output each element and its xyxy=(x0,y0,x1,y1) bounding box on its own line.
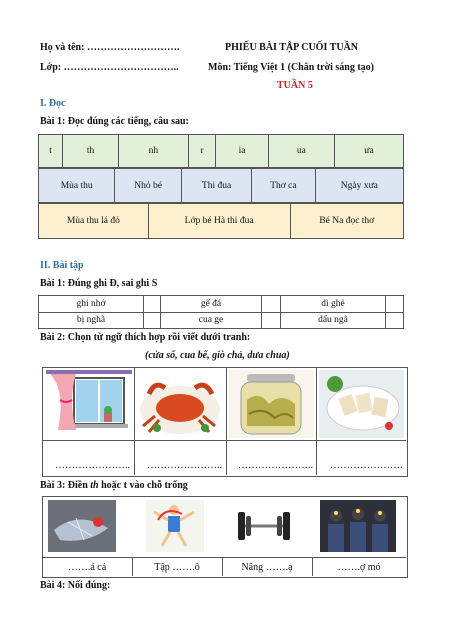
syllable-cell: t xyxy=(39,135,63,168)
exercise2-title: Bài 2: Chọn từ ngữ thích hợp rồi viết dưới tranh: xyxy=(40,332,251,343)
barbell-picture xyxy=(232,500,296,552)
window-picture xyxy=(46,370,132,438)
fill-in-cell[interactable]: …….á cá xyxy=(67,562,107,573)
reading-syllables-row xyxy=(38,134,404,168)
answer-blank[interactable]: ………………….. xyxy=(238,460,313,471)
word-cell: Thơ ca xyxy=(252,169,316,203)
grid-divider xyxy=(42,440,406,441)
grid-divider xyxy=(42,557,406,558)
exercise1-title: Bài 1: Đúng ghi Đ, sai ghi S xyxy=(40,278,158,289)
syllable-cell: ưa xyxy=(334,135,403,168)
exercise3-title xyxy=(40,480,188,491)
answer-box[interactable] xyxy=(144,312,161,329)
fishing-picture xyxy=(48,500,116,552)
sentence-cell: Mùa thu lá đỏ xyxy=(39,204,149,239)
answer-box[interactable] xyxy=(144,296,161,313)
word-cell: Thi đua xyxy=(181,169,251,203)
answer-blank[interactable]: ………………….. xyxy=(147,460,222,471)
true-false-table xyxy=(38,295,404,329)
class-line: Lớp: …………………………….. xyxy=(40,62,179,73)
sentence-cell: Bé Na đọc thơ xyxy=(290,204,403,239)
section-reading-heading: I. Đọc xyxy=(40,98,66,109)
syllable-cell: ia xyxy=(216,135,268,168)
exercise2-word-list: (cửa sổ, cua bể, giò chả, dưa chua) xyxy=(145,350,290,361)
answer-blank[interactable]: …………………. xyxy=(330,460,403,471)
syllable-cell: nh xyxy=(118,135,188,168)
word-cell: cua ge xyxy=(161,312,262,329)
pickle-jar-picture xyxy=(229,370,314,438)
reading-sentences-row xyxy=(38,203,404,239)
worksheet-title: PHIẾU BÀI TẬP CUỐI TUẦN xyxy=(225,42,358,53)
answer-box[interactable] xyxy=(262,312,281,329)
reading-exercise-title: Bài 1: Đọc đúng các tiếng, câu sau: xyxy=(40,116,189,127)
fill-in-cell[interactable]: …….ợ mỏ xyxy=(337,562,381,573)
exercise3-title-start: Bài 3: Điền xyxy=(40,480,91,491)
pork-roll-picture xyxy=(319,370,404,438)
word-cell: gế đá xyxy=(161,296,262,313)
crab-picture xyxy=(137,370,224,438)
syllable-cell: th xyxy=(63,135,119,168)
answer-box[interactable] xyxy=(262,296,281,313)
exercise4-title: Bài 4: Nối đúng: xyxy=(40,580,111,591)
grid-divider xyxy=(316,367,317,475)
miners-picture xyxy=(320,500,396,552)
word-cell: Mùa thu xyxy=(39,169,115,203)
syllable-cell: ua xyxy=(268,135,334,168)
answer-box[interactable] xyxy=(386,296,404,313)
word-cell: dì ghẻ xyxy=(281,296,386,313)
word-cell: ghi nhớ xyxy=(39,296,144,313)
reading-words-row xyxy=(38,168,404,203)
answer-blank[interactable]: ………………….. xyxy=(55,460,130,471)
sentence-cell: Lớp bé Hà thi đua xyxy=(148,204,290,239)
gymnastics-picture xyxy=(146,500,204,552)
word-cell: Nhỏ bé xyxy=(115,169,182,203)
section-exercises-heading: II. Bài tập xyxy=(40,260,84,271)
subject-line: Môn: Tiếng Việt 1 (Chân trời sáng tạo) xyxy=(208,62,375,73)
word-cell: dấu ngã xyxy=(281,312,386,329)
answer-box[interactable] xyxy=(386,312,404,329)
word-cell: bị nghã xyxy=(39,312,144,329)
word-cell: Ngày xưa xyxy=(315,169,403,203)
grid-divider xyxy=(226,367,227,475)
syllable-cell: r xyxy=(188,135,216,168)
exercise3-title-emphasis: th xyxy=(90,480,99,491)
fill-in-cell[interactable]: Tập …….ô xyxy=(154,562,200,573)
student-name-line: Họ và tên: ………………………. xyxy=(40,42,180,53)
fill-in-cell[interactable]: Nâng …….ạ xyxy=(241,562,293,573)
week-label: TUẦN 5 xyxy=(277,80,313,91)
grid-divider xyxy=(134,367,135,475)
exercise3-title-end: hoặc t vào chỗ trống xyxy=(98,480,188,491)
